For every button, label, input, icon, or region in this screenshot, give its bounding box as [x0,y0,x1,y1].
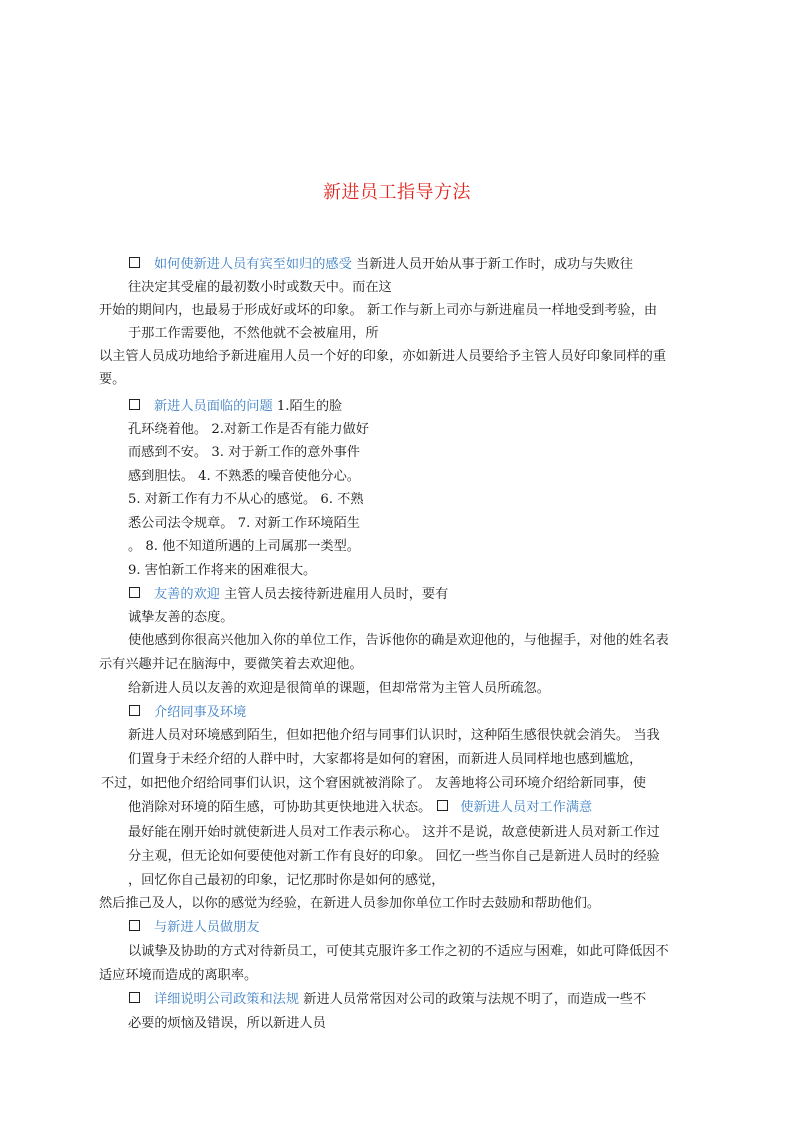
paragraph-line: 于那工作需要他，不然他就不会被雇用，所 [128,326,379,341]
list-line: 悉公司法令规章。 7. 对新工作环境陌生 [128,516,360,531]
section-policy-line-1 [128,992,646,1008]
section-heading-friendly-welcome: 友善的欢迎 [154,587,220,602]
paragraph-line: 不过，如把他介绍给同事们认识，这个窘困就被消除了。 友善地将公司环境介绍给新同事，使 [101,776,646,791]
paragraph-line: ，回忆你自己最初的印象，记忆那时你是如何的感觉， [128,873,445,888]
paragraph-line: 适应环境而造成的离职率。 [99,968,258,983]
section-heading-welcome: 如何使新进人员有宾至如归的感受 [154,257,352,272]
section-heading-satisfied: 使新进人员对工作满意 [460,800,593,815]
paragraph-text: 新进人员常常因对公司的政策与法规不明了，而造成一些不 [303,992,647,1007]
paragraph-line: 然后推己及人，以你的感觉为经验，在新进人员参加你单位工作时去鼓励和帮助他们。 [99,896,601,911]
paragraph-line: 必要的烦恼及错误，所以新进人员 [128,1016,326,1031]
paragraph-line: 分主观，但无论如何要使他对新工作有良好的印象。 回忆一些当你自己是新进人员时的经验 [128,849,660,864]
paragraph-text: 当新进人员开始从事于新工作时，成功与失败往 [356,257,633,272]
paragraph-line: 以诚挚及协助的方式对待新员工，可使其克服许多工作之初的不适应与困难，如此可降低因不 [128,944,669,959]
list-line: 。 8. 他不知道所遇的上司属那一类型。 [128,539,360,554]
section-welcome-friendly-line-1 [128,587,448,603]
list-line: 5. 对新工作有力不从心的感觉。 6. 不熟 [128,492,364,507]
paragraph-line: 开始的期间内，也最易于形成好或坏的印象。 新工作与新上司亦与新进雇员一样地受到考验，由 [99,303,658,318]
section-friend-heading-line [128,920,260,936]
checkbox-icon [129,992,140,1003]
paragraph-line: 示有兴趣并记在脑海中，要微笑着去欢迎他。 [99,657,363,672]
checkbox-icon [129,257,140,268]
section-heading-policy: 详细说明公司政策和法规 [154,992,300,1007]
checkbox-icon [129,705,140,716]
paragraph-line: 新进人员对环境感到陌生，但如把他介绍与同事们认识时，这种陌生感很快就会消失。 当我 [128,728,660,743]
section-heading-problems: 新进人员面临的问题 [154,399,273,414]
paragraph-line: 们置身于未经介绍的人群中时，大家都将是如何的窘困，而新进人员同样地也感到尴尬， [128,752,643,767]
paragraph-line: 给新进人员以友善的欢迎是很简单的课题，但却常常为主管人员所疏忽。 [128,681,550,696]
section-intro-heading-line [128,705,246,721]
list-line: 而感到不安。 3. 对于新工作的意外事件 [128,445,360,460]
page-title: 新进员工指导方法 [323,182,471,203]
paragraph-text: 他消除对环境的陌生感，可协助其更快地进入状态。 [128,800,432,815]
paragraph-line: 往决定其受雇的最初数小时或数天中。而在这 [128,280,392,295]
section-welcome-line-1 [128,257,633,273]
list-line: 孔环绕着他。 2.对新工作是否有能力做好 [128,422,369,437]
section-satisfied-line-1 [128,800,592,816]
checkbox-icon [129,920,140,931]
paragraph-text: 1.陌生的脸 [276,399,343,414]
list-line: 9. 害怕新工作将来的困难很大。 [128,563,317,578]
list-line: 感到胆怯。 4. 不熟悉的噪音使他分心。 [128,469,360,484]
paragraph-line: 要。 [99,372,126,387]
section-heading-introduce: 介绍同事及环境 [154,705,247,720]
checkbox-icon [129,587,140,598]
checkbox-icon [437,800,448,811]
paragraph-text: 主管人员去接待新进雇用人员时，要有 [224,587,449,602]
paragraph-line: 最好能在刚开始时就使新进人员对工作表示称心。 这并不是说，故意使新进人员对新工作过 [128,825,660,840]
section-heading-friend: 与新进人员做朋友 [154,920,260,935]
checkbox-icon [129,399,140,410]
paragraph-line: 以主管人员成功地给予新进雇用人员一个好的印象，亦如新进人员要给予主管人员好印象同样的重 [99,349,667,364]
paragraph-line: 诚挚友善的态度。 [128,610,234,625]
paragraph-line: 使他感到你很高兴他加入你的单位工作，告诉他你的确是欢迎他的，与他握手，对他的姓名表 [128,633,669,648]
section-problems-line-1 [128,399,342,415]
